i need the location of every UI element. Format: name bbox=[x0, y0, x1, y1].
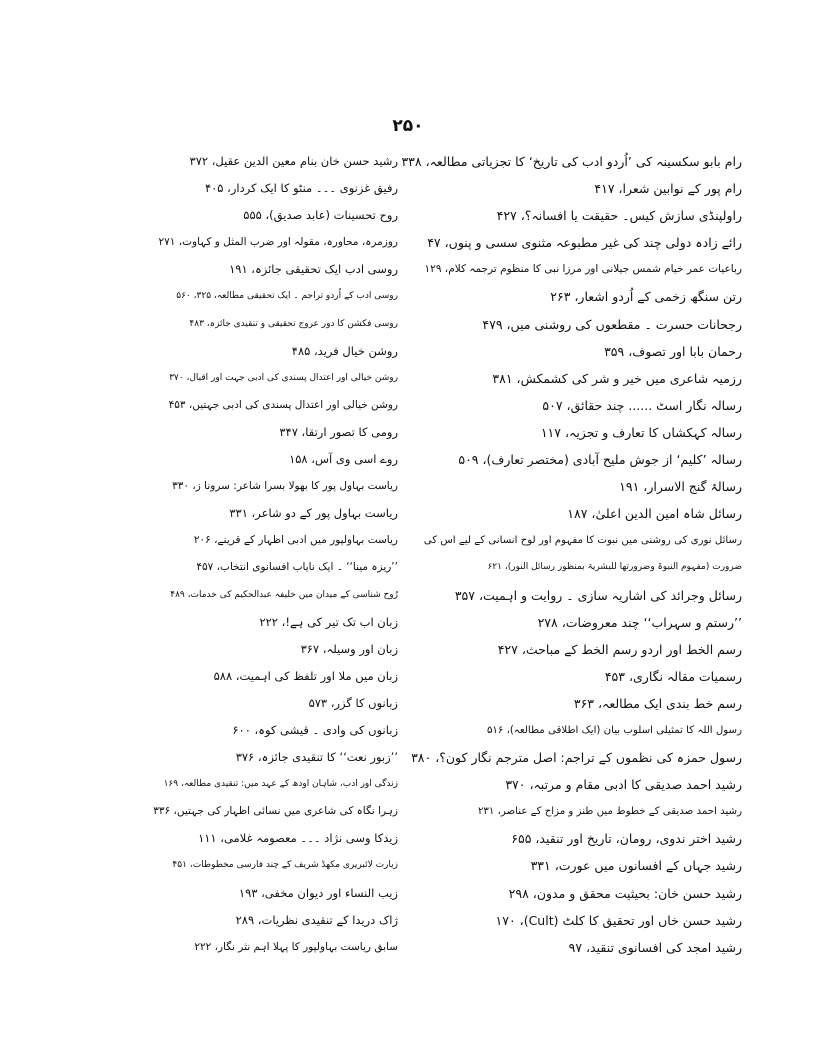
index-entry: ریاست بہاول پور کا بھولا بسرا شاعر: سرونا ز، ۳۳۰ bbox=[172, 480, 398, 493]
index-entry: روح تحسینات (عابد صدیق)، ۵۵۵ bbox=[243, 208, 398, 223]
index-entry: رسول حمزہ کی نظموں کے تراجم: اصل مترجم نگار کون؟، ۳۸۰ bbox=[411, 750, 742, 766]
index-entry: رشید حسن خان: بحیثیت محقق و مدون، ۲۹۸ bbox=[508, 885, 742, 901]
index-entry: ’’ریزہ مینا‘‘ ۔ ایک نایاب افسانوی انتخاب، ۴۵۷ bbox=[196, 561, 398, 574]
index-entry: روشن خیالی اور اعتدال پسندی کی ادبی جہت اور اقبال، ۳۷۰ bbox=[169, 372, 398, 383]
index-entry: رسم الخط اور اردو رسم الخط کے مباحث، ۴۲۷ bbox=[497, 641, 742, 657]
index-entry: رسم خط بندی ایک مطالعہ، ۳۶۳ bbox=[573, 695, 742, 711]
index-entry: زیارت لائبریری مکھڈ شریف کے چند فارسی مخطوطات، ۴۵۱ bbox=[172, 860, 398, 871]
index-entry: زبان اب تک تیر کی ہے!، ۲۲۲ bbox=[259, 614, 398, 629]
index-entry: رفیق غزنوی ۔۔۔ منٹو کا ایک کردار، ۴۰۵ bbox=[204, 181, 398, 196]
index-entry: رتن سنگھ زخمی کے اُردو اشعار، ۲۶۳ bbox=[550, 289, 742, 305]
index-entry: رسائل وجرائد کی اشاریہ سازی ۔ روایت و اہمیت، ۳۵۷ bbox=[454, 587, 742, 603]
index-entry: روشن خیالی اور اعتدال پسندی کی ادبی جہتیں، ۴۵۳ bbox=[168, 398, 398, 411]
index-entry: رومی کا تصور ارتقا، ۳۴۷ bbox=[279, 424, 398, 439]
index-entry: رجحانات حسرت ۔ مقطعوں کی روشنی میں، ۴۷۹ bbox=[482, 316, 742, 332]
index-entry: زبان اور وسیلہ، ۳۶۷ bbox=[300, 641, 398, 656]
index-entry: ’’زبور نعت‘‘ کا تنقیدی جائزہ، ۳۷۶ bbox=[235, 750, 398, 765]
index-entry: ’’رستم و سہراب‘‘ چند معروضات، ۲۷۸ bbox=[537, 614, 742, 630]
index-entry: رُوح شناسی کے میدان میں خلیفہ عبدالحکیم کی خدمات، ۴۸۹ bbox=[170, 589, 398, 600]
index-entry: روشن خیال فرید، ۴۸۵ bbox=[291, 343, 398, 358]
index-entry: رسمیات مقالہ نگاری، ۴۵۳ bbox=[604, 668, 742, 684]
index-entry: رحمان بابا اور تصوف، ۳۵۹ bbox=[604, 343, 742, 359]
index-entry: رباعیات عمر خیام شمس جیلانی اور مرزا نبی کا منظوم ترجمہ کلام، ۱۲۹ bbox=[424, 263, 742, 276]
index-entry: رسالہ کہکشاں کا تعارف و تجزیہ، ۱۱۷ bbox=[540, 424, 742, 440]
index-entry: روسی فکشن کا دور عروج تحقیقی و تنقیدی جائزہ، ۴۸۳ bbox=[189, 318, 398, 329]
index-entry: زہرا نگاہ کی شاعری میں نسائی اظہار کی جہتیں، ۳۳۶ bbox=[153, 805, 398, 818]
index-entry: رشید حسن خان بنام معین الدین عقیل، ۳۷۲ bbox=[189, 154, 398, 168]
index-entry: رسائل شاہ امین الدین اعلیٰ، ۱۸۷ bbox=[567, 506, 742, 522]
index-entry: ضرورت (مفہوم النبوۃ وضرورتھا للبشریۃ بمنظور رسائل النور)، ۶۲۱ bbox=[487, 562, 742, 573]
index-entry: زیب النساء اور دیوان مخفی، ۱۹۳ bbox=[238, 885, 398, 900]
index-entry: رزمیہ شاعری میں خیر و شر کی کشمکش، ۳۸۱ bbox=[492, 370, 742, 386]
index-entry: زندگی اور ادب، شاہان اودھ کے عہد میں: تنقیدی مطالعہ، ۱۶۹ bbox=[163, 779, 398, 790]
index-entry: رسالہ نگار اسٹ ...... چند حقائق، ۵۰۷ bbox=[542, 397, 742, 413]
page-number: ۲۵۰ bbox=[392, 116, 424, 136]
index-entry: روسی ادب ایک تحقیقی جائزہ، ۱۹۱ bbox=[229, 262, 398, 277]
index-entry: رشید اختر ندوی، رومان، تاریخ اور تنقید، ۶۵۵ bbox=[511, 831, 742, 847]
index-entry: رشید جہاں کے افسانوں میں عورت، ۳۳۱ bbox=[530, 858, 742, 874]
index-entry: روزمرہ، محاورہ، مقولہ اور ضرب المثل و کہاوت، ۲۷۱ bbox=[158, 236, 398, 249]
index-entry: رسائل نوری کی روشنی میں نبوت کا مفہوم اور لوح انسانی کے لیے اس کی bbox=[423, 535, 742, 547]
index-entry: روے اسی وی آس، ۱۵۸ bbox=[289, 452, 398, 467]
index-entry: رسالہ ’کلیم‘ از جوش ملیح آبادی (مختصر تعارف)، ۵۰۹ bbox=[458, 452, 742, 468]
index-column-left bbox=[153, 148, 398, 961]
index-entry: زبانوں کی وادی ۔ قیشی کوہ، ۶۰۰ bbox=[232, 722, 398, 737]
index-entry: ریاست بہاول پور کے دو شاعر، ۳۳۱ bbox=[229, 506, 398, 521]
index-entry: روسی ادب کے اُردو تراجم ۔ ایک تحقیقی مطالعہ، ۳۲۵، ۵۶۰ bbox=[176, 291, 398, 302]
index-entry: زیدکا وسی نژاد ۔۔۔ معصومہ غلامی، ۱۱۱ bbox=[198, 831, 398, 846]
index-entry: سابق ریاست بہاولپور کا پہلا اہم نثر نگار، ۲۲۲ bbox=[194, 940, 398, 953]
index-entry: زبانوں کا گزر، ۵۷۳ bbox=[308, 695, 398, 710]
index-entry: رسالۂ گنج الاسرار، ۱۹۱ bbox=[619, 479, 742, 495]
index-entry: ژاک دریدا کے تنقیدی نظریات، ۲۸۹ bbox=[235, 912, 398, 927]
index-entry: ریاست بہاولپور میں ادبی اظہار کے قرینے، ۲۰۶ bbox=[193, 534, 398, 547]
index-entry: راولپنڈی سازش کیس۔ حقیقت یا افسانہ؟، ۴۲۷ bbox=[496, 208, 742, 224]
index-entry: رشید امجد کی افسانوی تنقید، ۹۷ bbox=[568, 939, 742, 955]
index-entry: رشید احمد صدیقی کے خطوط میں طنز و مزاح کے عناصر، ۲۳۱ bbox=[477, 806, 742, 818]
index-entry: رام بابو سکسینہ کی ’اُردو ادب کی تاریخ‘ کا تجزیاتی مطالعہ، ۳۳۸ bbox=[401, 154, 742, 169]
index-entry: رام پور کے نوابین شعرا، ۴۱۷ bbox=[594, 181, 742, 197]
index-entry: رشید احمد صدیقی کا ادبی مقام و مرتبہ، ۳۷۰ bbox=[505, 777, 742, 793]
index-entry: رسول اللہ کا تمثیلی اسلوب بیان (ایک اطلاقی مطالعہ)، ۵۱۶ bbox=[486, 724, 742, 736]
index-entry: رائے زادہ دولی چند کی غیر مطبوعہ مثنوی سسی و پنوں، ۴۷ bbox=[427, 235, 742, 251]
index-entry: رشید حسن خاں اور تحقیق کا کلٹ (Cult)، ۱۷۰ bbox=[495, 912, 742, 928]
index-column-right bbox=[401, 148, 742, 961]
index-entry: زبان میں ملا اور تلفظ کی اہمیت، ۵۸۸ bbox=[213, 668, 398, 683]
